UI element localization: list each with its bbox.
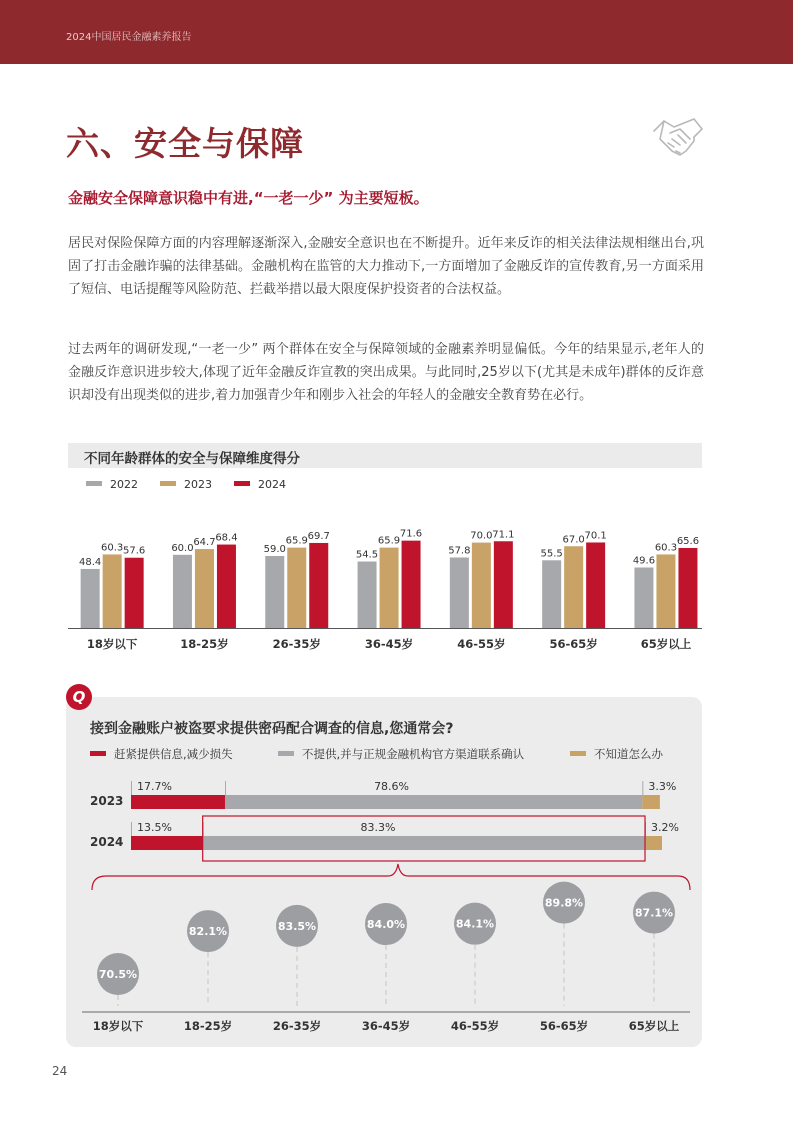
bar-label-2024-56-65岁: 70.1 [584, 530, 607, 542]
bar-2022-56-65岁 [542, 560, 561, 628]
legend-label-2022: 2022 [110, 478, 138, 491]
q-legend-swatch-2 [570, 751, 586, 756]
bar-label-2024-65岁以上: 65.6 [676, 535, 700, 547]
chart1-title-bar [68, 443, 702, 468]
q-value-2023-1: 78.6% [374, 780, 410, 793]
bubble-label-26-35岁: 83.5% [277, 919, 317, 933]
bar-2022-18岁以下 [81, 569, 100, 628]
page-number: 24 [52, 1064, 68, 1078]
x-tick-46-55岁: 46-55岁 [457, 637, 506, 651]
question-title: 接到金融账户被盗要求提供密码配合调查的信息,您通常会? [90, 721, 454, 737]
bar-label-2022-65岁以上: 49.6 [632, 555, 656, 567]
bar-label-2024-36-45岁: 71.6 [399, 528, 423, 540]
bar-2024-18岁以下 [125, 558, 144, 628]
q-value-2024-2: 3.2% [651, 821, 679, 834]
bar-2024-46-55岁 [494, 541, 513, 628]
legend-swatch-2023 [160, 481, 176, 486]
bar-label-2023-65岁以上: 60.3 [654, 542, 678, 554]
bar-label-2023-36-45岁: 65.9 [377, 535, 401, 547]
q-value-2023-2: 3.3% [648, 780, 677, 793]
q-row-label-2023: 2023 [90, 794, 124, 808]
bar-2023-46-55岁 [472, 543, 491, 628]
bar-2022-18-25岁 [173, 555, 192, 628]
x-tick-26-35岁: 26-35岁 [272, 637, 321, 651]
bar-label-2023-56-65岁: 67.0 [562, 534, 585, 546]
q-bar-2023-2 [642, 795, 660, 809]
bar-2024-26-35岁 [309, 543, 328, 628]
q-value-2023-0: 17.7% [137, 780, 172, 793]
age-score-bar-chart [66, 470, 706, 660]
x-tick-65岁以上: 65岁以上 [640, 637, 692, 651]
bar-label-2023-18-25岁: 64.7 [193, 537, 216, 549]
q-bar-2024-2 [645, 836, 662, 850]
bubble-x-tick-65岁以上: 65岁以上 [628, 1019, 680, 1033]
x-tick-18岁以下: 18岁以下 [86, 637, 138, 651]
bar-2022-46-55岁 [450, 557, 469, 628]
bubble-x-tick-46-55岁: 46-55岁 [450, 1019, 500, 1033]
q-value-2024-0: 13.5% [137, 821, 172, 834]
legend-swatch-2022 [86, 481, 102, 486]
handshake-icon [650, 113, 706, 161]
bar-label-2022-26-35岁: 59.0 [263, 544, 286, 556]
bubble-x-tick-36-45岁: 36-45岁 [361, 1019, 411, 1033]
bar-label-2024-46-55岁: 71.1 [492, 529, 515, 541]
q-legend-swatch-0 [90, 751, 106, 756]
legend-label-2024: 2024 [258, 478, 286, 491]
paragraph-2: 过去两年的调研发现,“一老一少” 两个群体在安全与保障领域的金融素养明显偏低。今年的结果显示,老年人的金融反诈意识进步较大,体现了近年金融反诈宣教的突出成果。与此同时,25岁以下(尤其是未成年)群体的反诈意识却没有出现类似的进步,着力加强青少年和刚步入社会的年轻人的金融安全教育势在必行。 [68, 342, 704, 403]
bar-label-2022-18岁以下: 48.4 [79, 556, 102, 568]
q-legend-label-1: 不提供,并与正规金融机构官方渠道联系确认 [302, 747, 525, 761]
bubble-label-18岁以下: 70.5% [98, 968, 138, 981]
bar-2024-36-45岁 [402, 541, 421, 628]
legend-swatch-2024 [234, 481, 250, 486]
q-bar-2023-0 [131, 795, 225, 809]
q-legend-label-0: 赶紧提供信息,减少损失 [114, 747, 233, 761]
bar-2022-65岁以上 [634, 567, 653, 628]
question-response-chart [66, 740, 706, 1045]
bar-2024-65岁以上 [678, 548, 697, 628]
chart1-title: 不同年龄群体的安全与保障维度得分 [84, 451, 300, 467]
bubble-x-tick-56-65岁: 56-65岁 [539, 1019, 589, 1033]
x-tick-56-65岁: 56-65岁 [549, 637, 598, 651]
bar-label-2023-18岁以下: 60.3 [101, 542, 124, 554]
bar-label-2022-18-25岁: 60.0 [171, 542, 194, 554]
bar-2022-36-45岁 [358, 562, 377, 628]
x-tick-18-25岁: 18-25岁 [180, 637, 229, 651]
bar-2022-26-35岁 [265, 556, 284, 628]
header-bar [0, 0, 793, 64]
bar-label-2023-46-55岁: 70.0 [470, 530, 493, 542]
paragraph-1: 居民对保险保障方面的内容理解逐渐深入,金融安全意识也在不断提升。近年来反诈的相关法律法规相继出台,巩固了打击金融诈骗的法律基础。金融机构在监管的大力推动下,一方面增加了金融反诈的宣传教育,另一方面采用了短信、电话提醒等风险防范、拦截举措以最大限度保护投资者的合法权益。 [68, 236, 704, 297]
question-badge: Q [66, 684, 92, 710]
section-subtitle: 金融安全保障意识稳中有进,“一老一少” 为主要短板。 [68, 189, 429, 207]
bar-2023-56-65岁 [564, 546, 583, 628]
q-legend-label-2: 不知道怎么办 [594, 747, 663, 761]
bubble-label-36-45岁: 84.0% [366, 918, 406, 932]
bar-label-2024-18岁以下: 57.6 [123, 545, 146, 557]
x-tick-36-45岁: 36-45岁 [364, 637, 414, 651]
bar-2024-18-25岁 [217, 545, 236, 628]
q-row-label-2024: 2024 [90, 835, 124, 849]
section-title: 六、安全与保障 [66, 124, 304, 163]
bubble-label-56-65岁: 89.8% [544, 896, 584, 910]
bar-2023-18岁以下 [103, 554, 122, 628]
bubble-x-tick-26-35岁: 26-35岁 [272, 1019, 322, 1033]
q-bar-2024-0 [131, 836, 203, 850]
bubble-label-18-25岁: 82.1% [188, 925, 228, 939]
bar-label-2024-18-25岁: 68.4 [215, 532, 238, 544]
q-value-2024-1: 83.3% [360, 821, 396, 834]
bubble-x-tick-18-25岁: 18-25岁 [183, 1019, 233, 1033]
bar-2023-26-35岁 [287, 548, 306, 628]
bubble-label-46-55岁: 84.1% [455, 917, 495, 931]
report-title: 2024中国居民金融素养报告 [66, 32, 192, 43]
bar-label-2024-26-35岁: 69.7 [307, 530, 330, 542]
bar-2023-36-45岁 [380, 548, 399, 628]
bar-label-2022-36-45岁: 54.5 [355, 549, 379, 561]
bar-label-2022-56-65岁: 55.5 [540, 548, 563, 560]
bar-2023-18-25岁 [195, 549, 214, 628]
bar-label-2023-26-35岁: 65.9 [285, 535, 308, 547]
bubble-x-tick-18岁以下: 18岁以下 [92, 1019, 144, 1033]
q-bar-2024-1 [203, 836, 645, 850]
q-bar-2023-1 [225, 795, 642, 809]
q-legend-swatch-1 [278, 751, 294, 756]
brace-connector [92, 864, 690, 890]
legend-label-2023: 2023 [184, 478, 212, 491]
bar-label-2022-46-55岁: 57.8 [448, 545, 471, 557]
bar-2023-65岁以上 [656, 554, 675, 628]
bubble-label-65岁以上: 87.1% [634, 906, 674, 920]
bar-2024-56-65岁 [586, 542, 605, 628]
